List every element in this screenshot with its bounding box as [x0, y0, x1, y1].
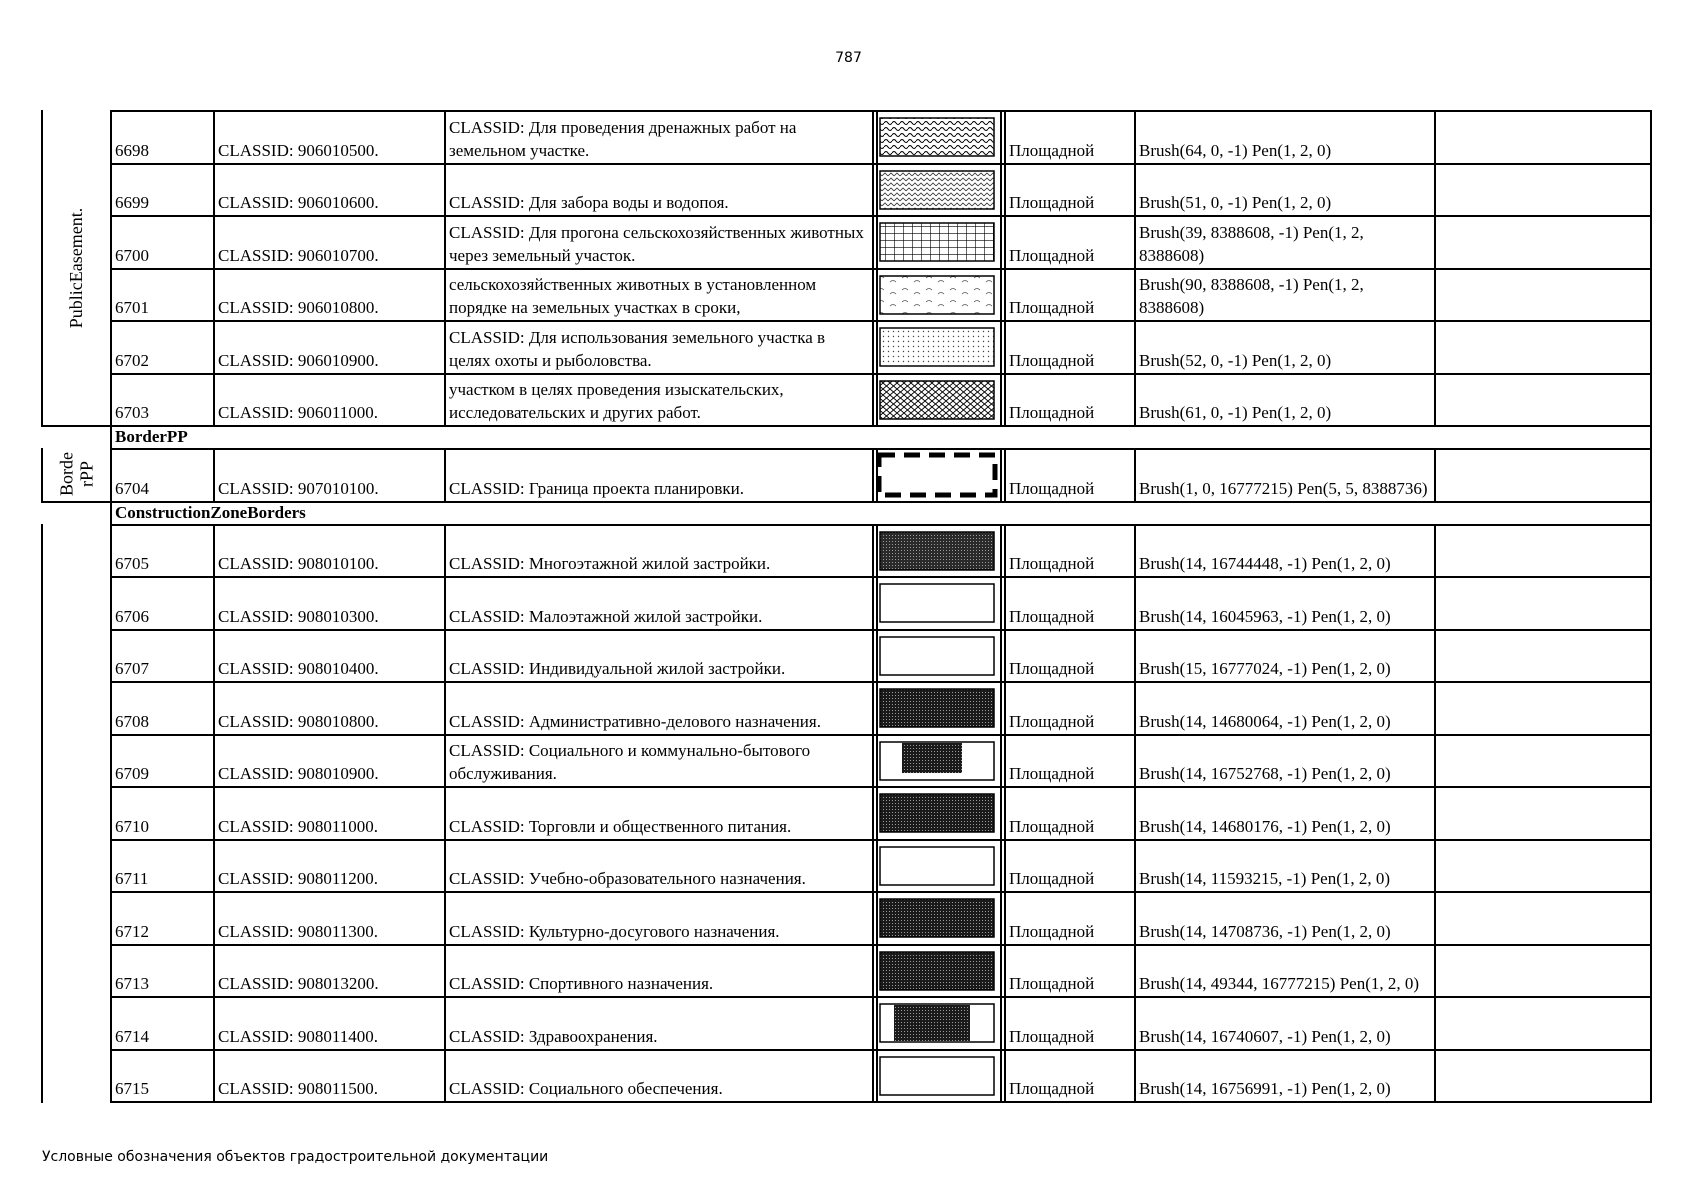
row-id-text: 6709 [115, 764, 149, 783]
grid-line-vertical [872, 110, 874, 427]
row-classid [215, 578, 444, 629]
group-side-label-text: PublicEasement. [66, 207, 87, 328]
grid-line-vertical [1650, 110, 1652, 427]
row-geometry-type [1006, 112, 1134, 163]
row-style [1136, 631, 1434, 682]
row-geometry-type [1006, 946, 1134, 997]
row-description [446, 788, 872, 839]
row-geometry-type-text: Площадной [1009, 764, 1095, 783]
row-id-text: 6708 [115, 711, 149, 731]
row-geometry-type-text: Площадной [1009, 711, 1095, 731]
legend-swatch-empty [876, 633, 998, 679]
row-note [1436, 578, 1650, 629]
row-id-text: 6714 [115, 1026, 149, 1046]
row-classid [215, 841, 444, 892]
grid-line-vertical [444, 524, 446, 1104]
row-description-text: CLASSID: Для прогона сельскохозяйственных животных через земельный участок. [449, 222, 864, 265]
legend-swatch-empty [876, 1053, 998, 1099]
row-geometry-type [1006, 578, 1134, 629]
row-note [1436, 736, 1650, 787]
row-style-text: Brush(14, 14708736, -1) Pen(1, 2, 0) [1139, 921, 1391, 941]
row-note [1436, 165, 1650, 216]
row-id-text: 6705 [115, 554, 149, 573]
row-note [1436, 683, 1650, 734]
grid-line-vertical [110, 448, 112, 503]
row-note [1436, 217, 1650, 268]
row-description-text: CLASSID: Социального и коммунально-бытового обслуживания. [449, 741, 811, 783]
group-side-label [43, 448, 110, 501]
row-id-text: 6704 [115, 478, 149, 498]
legend-swatch-empty [876, 843, 998, 889]
row-id [112, 322, 213, 373]
grid-line-vertical [876, 448, 878, 501]
row-description-text: CLASSID: Спортивного назначения. [449, 974, 714, 993]
grid-line-horizontal [110, 1101, 1652, 1103]
row-classid-text: CLASSID: 908011400. [218, 1026, 378, 1046]
grid-line-vertical [213, 524, 215, 1104]
row-geometry-type [1006, 998, 1134, 1049]
group-title: BorderPP [115, 427, 188, 446]
row-description [446, 946, 872, 997]
row-style-text: Brush(14, 49344, 16777215) Pen(1, 2, 0) [1139, 974, 1420, 993]
row-id-text: 6702 [115, 350, 149, 370]
row-style-text: Brush(14, 14680064, -1) Pen(1, 2, 0) [1139, 711, 1391, 731]
row-note [1436, 893, 1650, 944]
row-style-text: Brush(14, 14680176, -1) Pen(1, 2, 0) [1139, 816, 1391, 836]
row-geometry-type [1006, 1051, 1134, 1102]
row-style [1136, 165, 1434, 216]
row-geometry-type-text: Площадной [1009, 921, 1095, 941]
legend-swatch-dense-dark [876, 948, 998, 994]
row-description [446, 841, 872, 892]
row-classid [215, 683, 444, 734]
legend-swatch-waves [876, 114, 998, 160]
row-id-text: 6715 [115, 1079, 149, 1098]
grid-line-vertical [1134, 110, 1136, 427]
grid-line-horizontal [41, 425, 1652, 427]
legend-swatch-tufts [876, 272, 998, 318]
row-geometry-type-text: Площадной [1009, 869, 1095, 888]
row-description [446, 112, 872, 163]
row-geometry-type-text: Площадной [1009, 816, 1095, 836]
grid-line-vertical [1434, 110, 1436, 427]
row-style [1136, 998, 1434, 1049]
row-id-text: 6700 [115, 245, 149, 265]
row-classid [215, 112, 444, 163]
row-style [1136, 946, 1434, 997]
row-classid-text: CLASSID: 908010900. [218, 764, 379, 783]
grid-line-vertical [1004, 448, 1006, 503]
row-id-text: 6703 [115, 403, 149, 422]
row-id [112, 526, 213, 577]
row-classid [215, 526, 444, 577]
row-geometry-type [1006, 736, 1134, 787]
row-style-text: Brush(14, 16740607, -1) Pen(1, 2, 0) [1139, 1026, 1391, 1046]
row-description-text: CLASSID: Малоэтажной жилой застройки. [449, 606, 763, 626]
row-description [446, 736, 872, 787]
row-description-text: CLASSID: Многоэтажной жилой застройки. [449, 554, 771, 573]
grid-line-vertical [1650, 448, 1652, 503]
row-description-text: CLASSID: Торговли и общественного питания. [449, 816, 792, 836]
row-style-text: Brush(64, 0, -1) Pen(1, 2, 0) [1139, 140, 1332, 160]
row-id [112, 375, 213, 426]
row-style-text: Brush(14, 16756991, -1) Pen(1, 2, 0) [1139, 1079, 1391, 1098]
row-geometry-type [1006, 450, 1134, 501]
grid-line-vertical [872, 448, 874, 503]
row-style-text: Brush(14, 16744448, -1) Pen(1, 2, 0) [1139, 554, 1391, 573]
row-classid-text: CLASSID: 908010300. [218, 606, 379, 626]
row-note [1436, 375, 1650, 426]
row-classid-text: CLASSID: 906011000. [218, 403, 378, 422]
grid-line-vertical [110, 501, 112, 524]
row-style-text: Brush(1, 0, 16777215) Pen(5, 5, 8388736) [1139, 478, 1428, 498]
row-id [112, 578, 213, 629]
row-geometry-type [1006, 788, 1134, 839]
row-id [112, 893, 213, 944]
row-id-text: 6701 [115, 298, 149, 317]
row-classid-text: CLASSID: 908011200. [218, 869, 378, 888]
row-classid-text: CLASSID: 907010100. [218, 478, 379, 498]
row-id-text: 6706 [115, 606, 149, 626]
row-geometry-type [1006, 217, 1134, 268]
row-style [1136, 578, 1434, 629]
row-style [1136, 841, 1434, 892]
row-classid [215, 450, 444, 501]
row-id [112, 946, 213, 997]
legend-swatch-dense-dark [876, 790, 998, 836]
row-geometry-type [1006, 270, 1134, 321]
grid-line-vertical [41, 524, 43, 1104]
row-description [446, 165, 872, 216]
row-id [112, 1051, 213, 1102]
row-id-text: 6713 [115, 974, 149, 993]
grid-line-vertical [110, 425, 112, 448]
row-geometry-type-text: Площадной [1009, 403, 1095, 422]
row-description-text: участком в целях проведения изыскательских, исследовательских и других работ. [449, 380, 784, 422]
grid-line-vertical [1000, 110, 1002, 425]
row-style-text: Brush(14, 11593215, -1) Pen(1, 2, 0) [1139, 869, 1391, 888]
legend-swatch-partial-mid [876, 1000, 998, 1046]
row-id [112, 998, 213, 1049]
grid-line-vertical [1134, 448, 1136, 503]
grid-line-vertical [876, 524, 878, 1102]
row-geometry-type-text: Площадной [1009, 350, 1095, 370]
row-geometry-type-text: Площадной [1009, 193, 1095, 212]
row-classid-text: CLASSID: 908010800. [218, 711, 379, 731]
legend-swatch-dense [876, 528, 998, 574]
row-description [446, 217, 872, 268]
row-style [1136, 375, 1434, 426]
row-classid [215, 946, 444, 997]
row-classid-text: CLASSID: 908011500. [218, 1079, 378, 1098]
row-geometry-type-text: Площадной [1009, 606, 1095, 626]
row-description-text: CLASSID: Граница проекта планировки. [449, 478, 744, 498]
row-style [1136, 683, 1434, 734]
row-classid-text: CLASSID: 908011000. [218, 816, 378, 836]
row-classid-text: CLASSID: 906010900. [218, 350, 379, 370]
legend-swatch-dashed [876, 452, 998, 498]
row-note [1436, 788, 1650, 839]
row-id [112, 270, 213, 321]
row-description-text: CLASSID: Индивидуальной жилой застройки. [449, 659, 786, 678]
row-classid [215, 631, 444, 682]
row-id [112, 631, 213, 682]
row-geometry-type [1006, 893, 1134, 944]
grid-line-vertical [1004, 110, 1006, 427]
row-description [446, 270, 872, 321]
row-style [1136, 322, 1434, 373]
grid-line-vertical [1000, 524, 1002, 1102]
row-classid-text: CLASSID: 908011300. [218, 921, 378, 941]
group-side-label-text: Borde rPP [56, 452, 97, 497]
row-id-text: 6698 [115, 140, 149, 160]
row-note [1436, 998, 1650, 1049]
row-geometry-type-text: Площадной [1009, 478, 1095, 498]
row-geometry-type-text: Площадной [1009, 554, 1095, 573]
row-description-text: CLASSID: Культурно-досугового назначения. [449, 921, 780, 941]
grid-line-vertical [110, 110, 112, 427]
group-title: ConstructionZoneBorders [115, 502, 306, 522]
row-id-text: 6707 [115, 659, 149, 678]
legend-swatch-partial-small [876, 738, 998, 784]
row-description [446, 578, 872, 629]
row-geometry-type-text: Площадной [1009, 974, 1095, 993]
row-style [1136, 270, 1434, 321]
row-geometry-type [1006, 841, 1134, 892]
row-classid-text: CLASSID: 908010400. [218, 659, 379, 678]
row-description [446, 998, 872, 1049]
grid-line-vertical [1434, 448, 1436, 503]
row-note [1436, 631, 1650, 682]
row-style-text: Brush(39, 8388608, -1) Pen(1, 2, 8388608) [1139, 222, 1364, 265]
row-classid-text: CLASSID: 908013200. [218, 974, 379, 993]
row-description [446, 683, 872, 734]
row-geometry-type-text: Площадной [1009, 298, 1095, 317]
row-style-text: Brush(61, 0, -1) Pen(1, 2, 0) [1139, 403, 1332, 422]
row-note [1436, 946, 1650, 997]
row-id [112, 683, 213, 734]
row-style-text: Brush(15, 16777024, -1) Pen(1, 2, 0) [1139, 659, 1391, 678]
row-description-text: CLASSID: Для проведения дренажных работ на земельном участке. [449, 117, 797, 160]
row-description [446, 893, 872, 944]
grid-line-vertical [1650, 524, 1652, 1104]
grid-line-vertical [1434, 524, 1436, 1104]
grid-line-vertical [1650, 425, 1652, 448]
row-classid [215, 217, 444, 268]
row-description-text: CLASSID: Учебно-образовательного назначения. [449, 869, 806, 888]
row-geometry-type-text: Площадной [1009, 1026, 1095, 1046]
row-geometry-type [1006, 165, 1134, 216]
row-style-text: Brush(52, 0, -1) Pen(1, 2, 0) [1139, 350, 1332, 370]
row-classid-text: CLASSID: 906010600. [218, 193, 379, 212]
row-description-text: CLASSID: Для забора воды и водопоя. [449, 193, 729, 212]
legend-swatch-empty [876, 580, 998, 626]
legend-swatch-dense-dark [876, 685, 998, 731]
row-note [1436, 270, 1650, 321]
row-id-text: 6699 [115, 193, 149, 212]
row-geometry-type [1006, 322, 1134, 373]
document-footer: Условные обозначения объектов градостроительной документации [42, 1149, 549, 1165]
row-classid [215, 165, 444, 216]
row-geometry-type-text: Площадной [1009, 140, 1095, 160]
row-classid-text: CLASSID: 906010800. [218, 298, 379, 317]
row-style-text: Brush(14, 16752768, -1) Pen(1, 2, 0) [1139, 764, 1391, 783]
grid-line-vertical [444, 448, 446, 503]
row-style [1136, 112, 1434, 163]
row-classid-text: CLASSID: 908010100. [218, 554, 379, 573]
row-style [1136, 736, 1434, 787]
row-id-text: 6711 [115, 869, 149, 888]
row-classid [215, 270, 444, 321]
row-classid-text: CLASSID: 906010700. [218, 245, 379, 265]
row-description [446, 526, 872, 577]
grid-line-vertical [872, 524, 874, 1104]
row-id [112, 450, 213, 501]
row-classid [215, 998, 444, 1049]
legend-swatch-dense-dark [876, 895, 998, 941]
legend-swatch-grid [876, 219, 998, 265]
row-geometry-type [1006, 683, 1134, 734]
row-classid [215, 893, 444, 944]
row-style [1136, 526, 1434, 577]
legend-swatch-crosshatch [876, 377, 998, 423]
row-description-text: CLASSID: Здравоохранения. [449, 1026, 658, 1046]
legend-swatch-dots [876, 324, 998, 370]
row-description [446, 322, 872, 373]
row-classid [215, 788, 444, 839]
grid-line-vertical [1134, 524, 1136, 1104]
row-style [1136, 893, 1434, 944]
row-geometry-type [1006, 526, 1134, 577]
row-geometry-type [1006, 631, 1134, 682]
row-description-text: CLASSID: Для использования земельного участка в целях охоты и рыболовства. [449, 327, 826, 370]
row-geometry-type-text: Площадной [1009, 245, 1095, 265]
legend-swatch-zigzag [876, 167, 998, 213]
row-id-text: 6712 [115, 921, 149, 941]
row-geometry-type [1006, 375, 1134, 426]
row-classid-text: CLASSID: 906010500. [218, 140, 379, 160]
row-style-text: Brush(90, 8388608, -1) Pen(1, 2, 8388608) [1139, 275, 1364, 317]
row-id-text: 6710 [115, 816, 149, 836]
grid-line-vertical [1004, 524, 1006, 1104]
row-description [446, 450, 872, 501]
row-classid [215, 1051, 444, 1102]
row-note [1436, 1051, 1650, 1102]
row-description [446, 1051, 872, 1102]
row-description-text: CLASSID: Социального обеспечения. [449, 1079, 723, 1098]
row-id [112, 841, 213, 892]
grid-line-vertical [1650, 501, 1652, 524]
legend-table [40, 110, 1652, 1102]
page-number: 787 [835, 50, 862, 66]
row-id [112, 165, 213, 216]
row-geometry-type-text: Площадной [1009, 659, 1095, 678]
row-id [112, 736, 213, 787]
grid-line-vertical [110, 524, 112, 1104]
grid-line-vertical [213, 448, 215, 503]
row-style [1136, 788, 1434, 839]
row-classid [215, 736, 444, 787]
row-note [1436, 841, 1650, 892]
row-style-text: Brush(14, 16045963, -1) Pen(1, 2, 0) [1139, 606, 1391, 626]
grid-line-vertical [213, 110, 215, 427]
row-note [1436, 112, 1650, 163]
row-note [1436, 450, 1650, 501]
row-id [112, 112, 213, 163]
row-geometry-type-text: Площадной [1009, 1079, 1095, 1098]
row-description-text: CLASSID: Административно-делового назначения. [449, 711, 821, 731]
row-note [1436, 526, 1650, 577]
grid-line-vertical [444, 110, 446, 427]
row-classid [215, 375, 444, 426]
row-classid [215, 322, 444, 373]
row-style-text: Brush(51, 0, -1) Pen(1, 2, 0) [1139, 193, 1332, 212]
row-description [446, 375, 872, 426]
grid-line-vertical [1000, 448, 1002, 501]
row-style [1136, 217, 1434, 268]
grid-line-vertical [876, 110, 878, 425]
row-id [112, 788, 213, 839]
row-id [112, 217, 213, 268]
group-side-label [43, 110, 110, 425]
row-description [446, 631, 872, 682]
row-style [1136, 450, 1434, 501]
row-style [1136, 1051, 1434, 1102]
row-note [1436, 322, 1650, 373]
row-description-text: сельскохозяйственных животных в установленном порядке на земельных участках в сроки, [449, 275, 817, 317]
